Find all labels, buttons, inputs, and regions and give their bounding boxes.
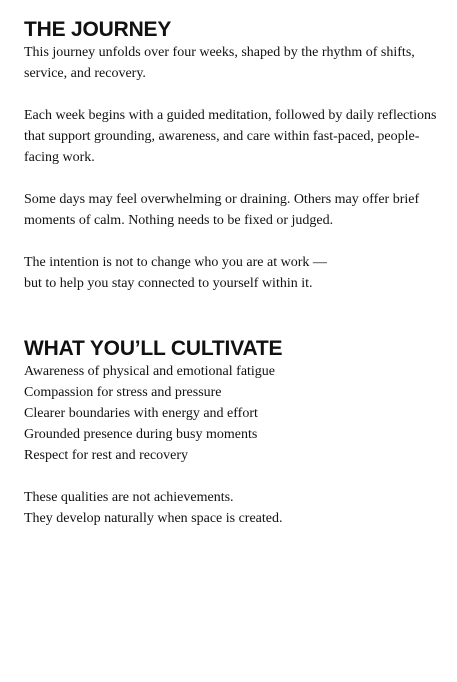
list-item: Awareness of physical and emotional fatigue [24, 364, 276, 379]
list-item: Clearer boundaries with energy and effort [24, 406, 258, 421]
journey-heading: THE JOURNEY [24, 18, 172, 41]
text-line: service, and recovery. [24, 66, 146, 81]
text-line: These qualities are not achievements. [24, 490, 234, 505]
journey-paragraph-4 [24, 252, 434, 294]
cultivate-heading: WHAT YOU’LL CULTIVATE [24, 337, 283, 360]
journey-paragraph-1 [24, 42, 434, 84]
text-line: They develop naturally when space is created. [24, 511, 283, 526]
text-line: but to help you stay connected to yourself within it. [24, 276, 313, 291]
cultivate-closing [24, 487, 434, 529]
text-line: facing work. [24, 150, 95, 165]
journey-paragraph-3 [24, 189, 434, 231]
text-line: that support grounding, awareness, and care within fast-paced, people- [24, 129, 420, 144]
list-item: Grounded presence during busy moments [24, 427, 258, 442]
list-item: Respect for rest and recovery [24, 448, 189, 463]
document-page [24, 18, 437, 529]
text-line: The intention is not to change who you are at work — [24, 255, 327, 270]
text-line: Each week begins with a guided meditation, followed by daily reflections [24, 108, 437, 123]
text-line: moments of calm. Nothing needs to be fixed or judged. [24, 213, 334, 228]
text-line: Some days may feel overwhelming or draining. Others may offer brief [24, 192, 420, 207]
list-item: Compassion for stress and pressure [24, 385, 222, 400]
journey-paragraph-2 [24, 105, 437, 168]
text-line: This journey unfolds over four weeks, shaped by the rhythm of shifts, [24, 45, 415, 60]
cultivate-list [24, 361, 434, 466]
